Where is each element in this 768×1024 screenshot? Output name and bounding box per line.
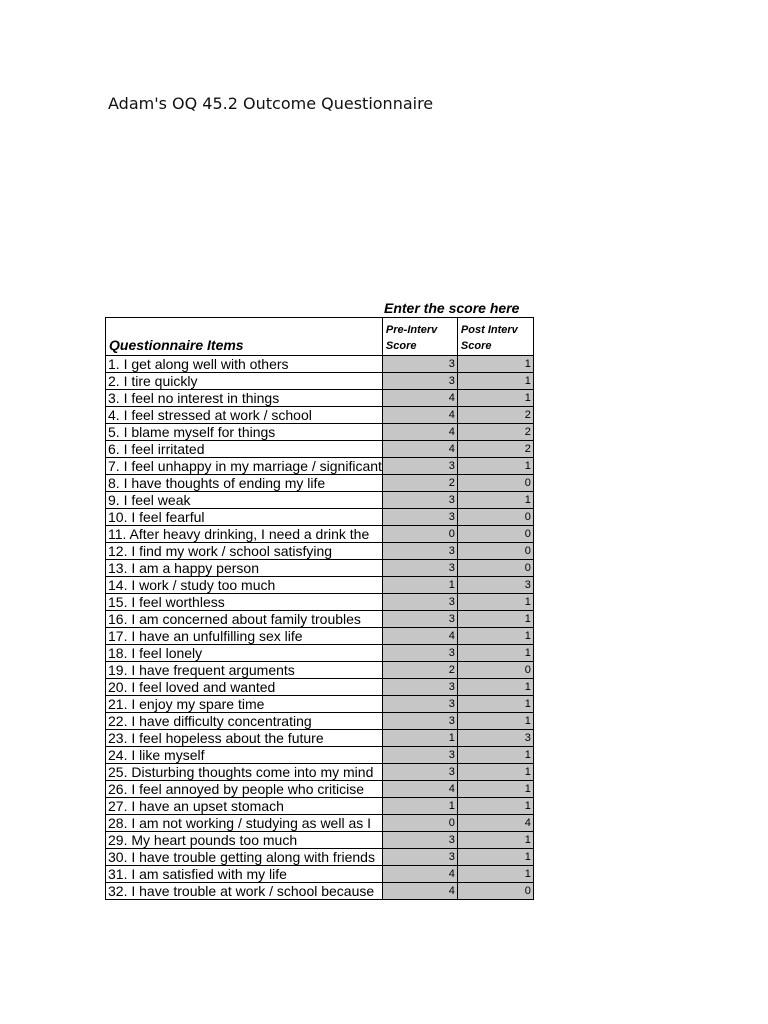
- question-item: 24. I like myself: [106, 747, 383, 764]
- question-item: 23. I feel hopeless about the future: [106, 730, 383, 747]
- question-item: 13. I am a happy person: [106, 560, 383, 577]
- score-entry-note: Enter the score here: [384, 300, 520, 316]
- question-item: 15. I feel worthless: [106, 594, 383, 611]
- question-item: 26. I feel annoyed by people who criticise: [106, 781, 383, 798]
- header-row: [106, 318, 534, 356]
- pre-interv-score-cell[interactable]: 2: [382, 662, 457, 679]
- post-interv-score-cell[interactable]: 0: [457, 526, 533, 543]
- pre-interv-score-cell[interactable]: 1: [382, 577, 457, 594]
- question-item: 6. I feel irritated: [106, 441, 383, 458]
- post-interv-score-cell[interactable]: 1: [457, 832, 533, 849]
- pre-interv-score-cell[interactable]: 3: [382, 611, 457, 628]
- question-item: 17. I have an unfulfilling sex life: [106, 628, 383, 645]
- table-row: [106, 781, 534, 798]
- table-row: [106, 509, 534, 526]
- pre-interv-score-cell[interactable]: 3: [382, 747, 457, 764]
- table-row: [106, 866, 534, 883]
- table-row: [106, 577, 534, 594]
- question-item: 22. I have difficulty concentrating: [106, 713, 383, 730]
- header-pre-line2: Score: [385, 340, 417, 352]
- table-row: [106, 849, 534, 866]
- header-post-score: [457, 318, 533, 356]
- question-item: 3. I feel no interest in things: [106, 390, 383, 407]
- table-row: [106, 883, 534, 900]
- post-interv-score-cell[interactable]: 2: [457, 424, 533, 441]
- pre-interv-score-cell[interactable]: 3: [382, 458, 457, 475]
- table-row: [106, 730, 534, 747]
- question-item: 19. I have frequent arguments: [106, 662, 383, 679]
- post-interv-score-cell[interactable]: 1: [457, 390, 533, 407]
- question-item: 11. After heavy drinking, I need a drink the: [106, 526, 383, 543]
- post-interv-score-cell[interactable]: 1: [457, 645, 533, 662]
- table-row: [106, 747, 534, 764]
- post-interv-score-cell[interactable]: 1: [457, 764, 533, 781]
- pre-interv-score-cell[interactable]: 3: [382, 713, 457, 730]
- header-pre-score: [382, 318, 457, 356]
- pre-interv-score-cell[interactable]: 3: [382, 849, 457, 866]
- question-item: 25. Disturbing thoughts come into my mind: [106, 764, 383, 781]
- pre-interv-score-cell[interactable]: 4: [382, 424, 457, 441]
- post-interv-score-cell[interactable]: 1: [457, 611, 533, 628]
- questionnaire-table: [105, 317, 534, 900]
- pre-interv-score-cell[interactable]: 3: [382, 679, 457, 696]
- table-row: [106, 628, 534, 645]
- table-row: [106, 679, 534, 696]
- question-item: 27. I have an upset stomach: [106, 798, 383, 815]
- table-row: [106, 560, 534, 577]
- pre-interv-score-cell[interactable]: 3: [382, 696, 457, 713]
- post-interv-score-cell[interactable]: 1: [457, 679, 533, 696]
- header-post-line1: Post Interv: [460, 324, 518, 336]
- table-row: [106, 832, 534, 849]
- post-interv-score-cell[interactable]: 1: [457, 747, 533, 764]
- post-interv-score-cell[interactable]: 3: [457, 730, 533, 747]
- table-row: [106, 611, 534, 628]
- table-row: [106, 390, 534, 407]
- post-interv-score-cell[interactable]: 3: [457, 577, 533, 594]
- table-row: [106, 441, 534, 458]
- post-interv-score-cell[interactable]: 1: [457, 458, 533, 475]
- pre-interv-score-cell[interactable]: 4: [382, 628, 457, 645]
- table-row: [106, 373, 534, 390]
- table-row: [106, 713, 534, 730]
- pre-interv-score-cell[interactable]: 0: [382, 815, 457, 832]
- post-interv-score-cell[interactable]: 0: [457, 475, 533, 492]
- question-item: 1. I get along well with others: [106, 356, 383, 373]
- pre-interv-score-cell[interactable]: 4: [382, 407, 457, 424]
- post-interv-score-cell[interactable]: 0: [457, 662, 533, 679]
- table-row: [106, 543, 534, 560]
- table-row: [106, 458, 534, 475]
- pre-interv-score-cell[interactable]: 3: [382, 560, 457, 577]
- pre-interv-score-cell[interactable]: 3: [382, 373, 457, 390]
- header-pre-line1: Pre-Interv: [385, 324, 438, 336]
- pre-interv-score-cell[interactable]: 4: [382, 390, 457, 407]
- table-row: [106, 764, 534, 781]
- question-item: 30. I have trouble getting along with friends: [106, 849, 383, 866]
- pre-interv-score-cell[interactable]: 3: [382, 356, 457, 373]
- pre-interv-score-cell[interactable]: 4: [382, 781, 457, 798]
- question-item: 14. I work / study too much: [106, 577, 383, 594]
- question-item: 2. I tire quickly: [106, 373, 383, 390]
- question-item: 31. I am satisfied with my life: [106, 866, 383, 883]
- pre-interv-score-cell[interactable]: 3: [382, 492, 457, 509]
- question-item: 5. I blame myself for things: [106, 424, 383, 441]
- post-interv-score-cell[interactable]: 1: [457, 696, 533, 713]
- question-item: 8. I have thoughts of ending my life: [106, 475, 383, 492]
- pre-interv-score-cell[interactable]: 1: [382, 730, 457, 747]
- question-item: 29. My heart pounds too much: [106, 832, 383, 849]
- question-item: 20. I feel loved and wanted: [106, 679, 383, 696]
- post-interv-score-cell[interactable]: 1: [457, 798, 533, 815]
- post-interv-score-cell[interactable]: 1: [457, 356, 533, 373]
- question-item: 7. I feel unhappy in my marriage / significant: [106, 458, 383, 475]
- question-item: 28. I am not working / studying as well as I: [106, 815, 383, 832]
- post-interv-score-cell[interactable]: 1: [457, 628, 533, 645]
- question-item: 16. I am concerned about family troubles: [106, 611, 383, 628]
- post-interv-score-cell[interactable]: 1: [457, 866, 533, 883]
- post-interv-score-cell[interactable]: 0: [457, 883, 533, 900]
- question-item: 21. I enjoy my spare time: [106, 696, 383, 713]
- header-post-line2: Score: [460, 340, 492, 352]
- post-interv-score-cell[interactable]: 4: [457, 815, 533, 832]
- table-row: [106, 492, 534, 509]
- table-row: [106, 526, 534, 543]
- header-items-label: Questionnaire Items: [109, 337, 244, 353]
- table-row: [106, 645, 534, 662]
- pre-interv-score-cell[interactable]: 4: [382, 883, 457, 900]
- table-row: [106, 594, 534, 611]
- post-interv-score-cell[interactable]: 1: [457, 594, 533, 611]
- pre-interv-score-cell[interactable]: 3: [382, 509, 457, 526]
- post-interv-score-cell[interactable]: 1: [457, 373, 533, 390]
- question-item: 9. I feel weak: [106, 492, 383, 509]
- post-interv-score-cell[interactable]: 0: [457, 509, 533, 526]
- post-interv-score-cell[interactable]: 1: [457, 713, 533, 730]
- post-interv-score-cell[interactable]: 0: [457, 560, 533, 577]
- post-interv-score-cell[interactable]: 1: [457, 781, 533, 798]
- pre-interv-score-cell[interactable]: 4: [382, 866, 457, 883]
- table-row: [106, 815, 534, 832]
- pre-interv-score-cell[interactable]: 0: [382, 526, 457, 543]
- post-interv-score-cell[interactable]: 2: [457, 407, 533, 424]
- post-interv-score-cell[interactable]: 0: [457, 543, 533, 560]
- pre-interv-score-cell[interactable]: 2: [382, 475, 457, 492]
- table-row: [106, 798, 534, 815]
- header-items: [106, 318, 383, 356]
- pre-interv-score-cell[interactable]: 1: [382, 798, 457, 815]
- table-row: [106, 696, 534, 713]
- post-interv-score-cell[interactable]: 2: [457, 441, 533, 458]
- table-row: [106, 407, 534, 424]
- table-row: [106, 424, 534, 441]
- page-title: Adam's OQ 45.2 Outcome Questionnaire: [108, 94, 434, 113]
- table-row: [106, 662, 534, 679]
- pre-interv-score-cell[interactable]: 3: [382, 594, 457, 611]
- table-row: [106, 475, 534, 492]
- pre-interv-score-cell[interactable]: 3: [382, 764, 457, 781]
- question-item: 4. I feel stressed at work / school: [106, 407, 383, 424]
- question-item: 12. I find my work / school satisfying: [106, 543, 383, 560]
- post-interv-score-cell[interactable]: 1: [457, 492, 533, 509]
- pre-interv-score-cell[interactable]: 4: [382, 441, 457, 458]
- pre-interv-score-cell[interactable]: 3: [382, 645, 457, 662]
- question-item: 10. I feel fearful: [106, 509, 383, 526]
- pre-interv-score-cell[interactable]: 3: [382, 832, 457, 849]
- question-item: 18. I feel lonely: [106, 645, 383, 662]
- question-item: 32. I have trouble at work / school because: [106, 883, 383, 900]
- post-interv-score-cell[interactable]: 1: [457, 849, 533, 866]
- questionnaire-rows: [106, 356, 534, 900]
- table-row: [106, 356, 534, 373]
- pre-interv-score-cell[interactable]: 3: [382, 543, 457, 560]
